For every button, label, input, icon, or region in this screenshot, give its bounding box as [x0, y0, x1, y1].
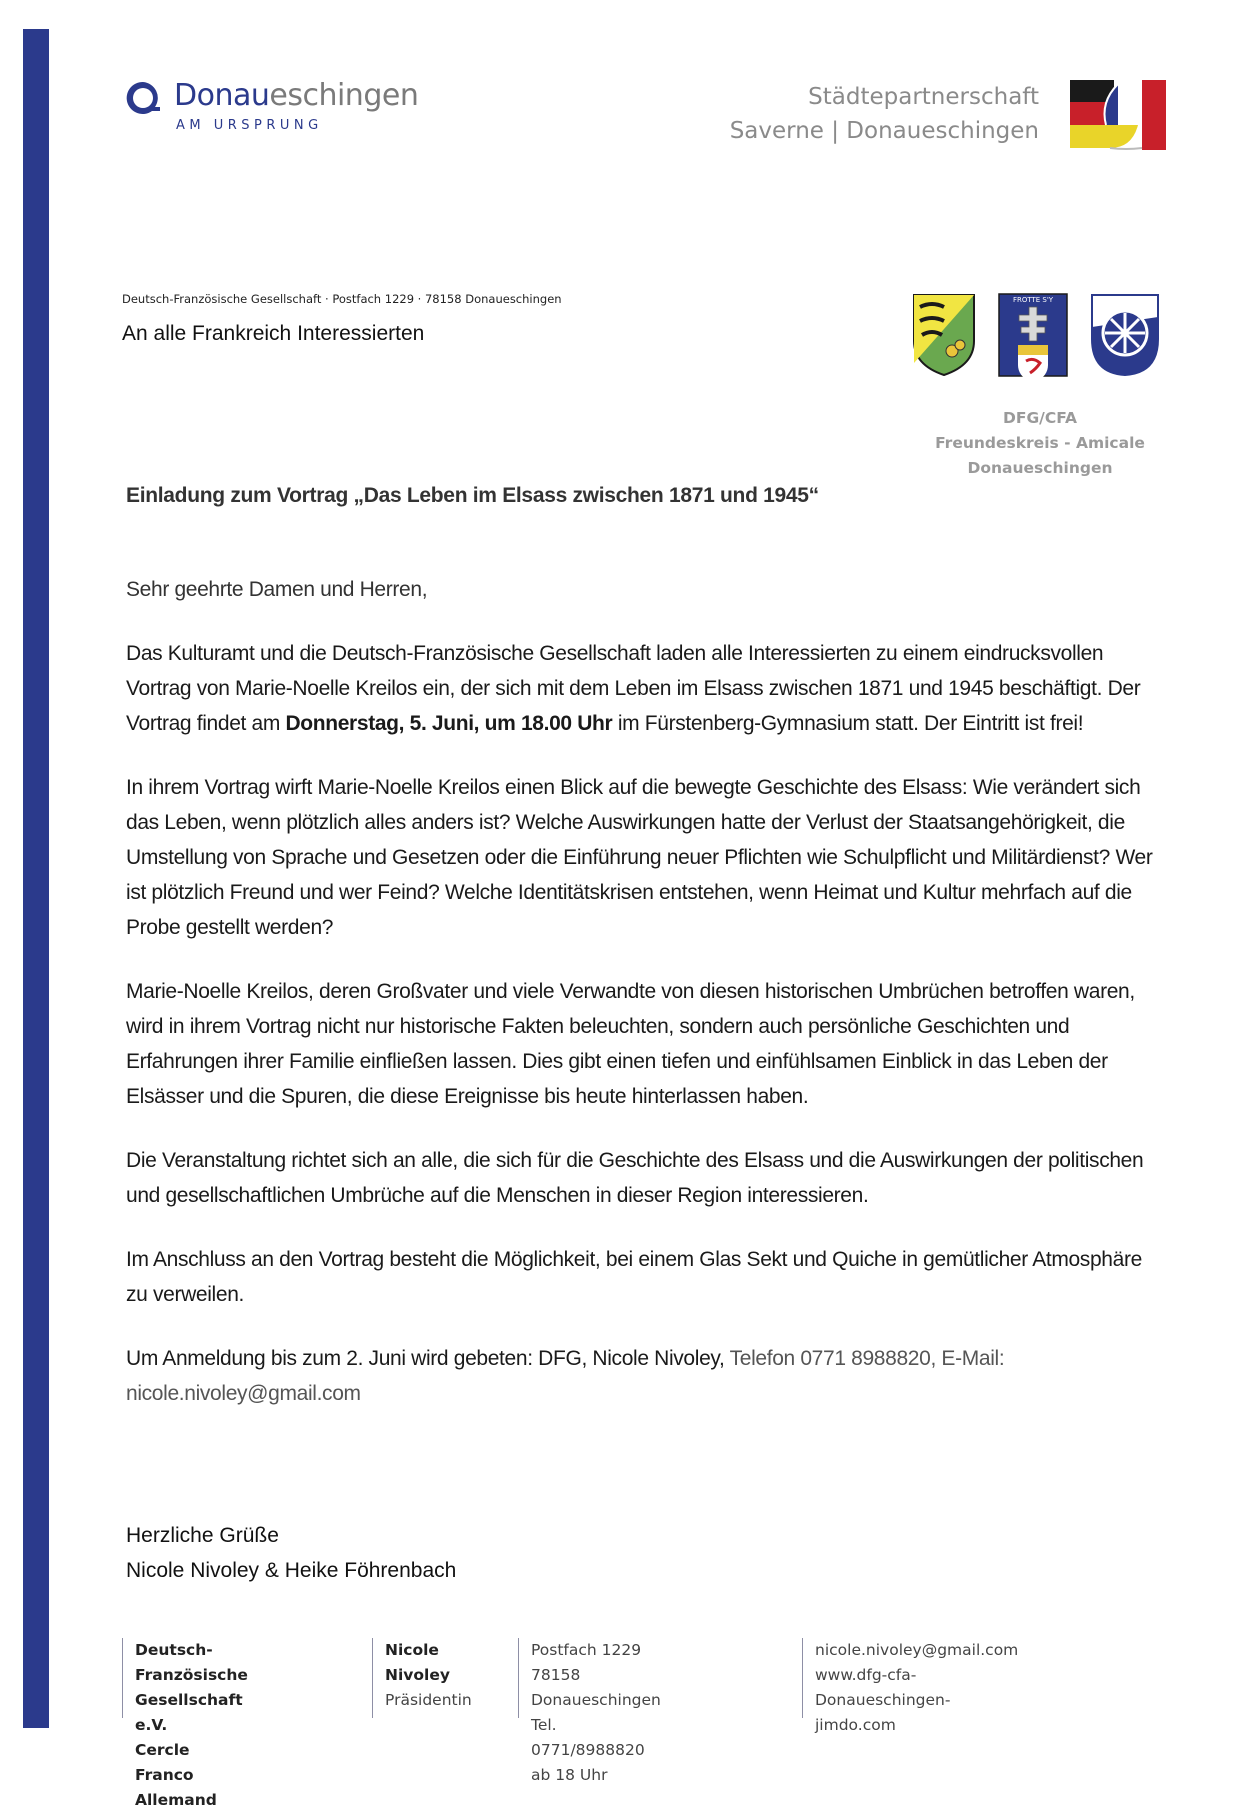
signatories: Nicole Nivoley & Heike Föhrenbach [126, 1559, 457, 1582]
paragraph-topic: In ihrem Vortrag wirft Marie-Noelle Kreilos einen Blick auf die bewegte Geschichte des Elsass: Wie verändert sich das Leben, wenn plötzlich alles anders ist? Welche Auswirkungen hatte der Verlust der Staatsangehörigkeit, die Umstellung von Sprache und Gesetzen oder die Einführung neuer Pflichten wie Schulpflicht und Militärdienst? Wer ist plötzlich Freund und wer Feind? Welche Identitätskrisen entstehen, wenn Heimat und Kultur mehrfach auf die Probe gestellt werden? [126, 776, 1153, 939]
partnership-title [730, 80, 1039, 148]
registration-email-link[interactable]: nicole.nivoley@gmail.com [126, 1382, 361, 1405]
footer-org-line: Gesellschaft e.V. [135, 1691, 243, 1734]
crest-saverne-icon [998, 293, 1068, 385]
left-accent-bar [23, 29, 49, 1728]
wordmark-primary: Donau [174, 78, 270, 113]
recipient-line: An alle Frankreich Interessierten [122, 322, 425, 345]
letter-closing [126, 1518, 456, 1588]
footer-address-line: Postfach 1229 [531, 1641, 642, 1659]
letter-body [126, 572, 1166, 1440]
logo-tagline: AM URSPRUNG [176, 118, 323, 133]
svg-text:FROTTE S'Y: FROTTE S'Y [1012, 296, 1054, 304]
paragraph-speaker: Marie-Noelle Kreilos, deren Großvater und viele Verwandte von diesen historischen Umbrüchen betroffen waren, wird in ihrem Vortrag nicht nur historische Fakten beleuchten, sondern auch persönliche Geschichten und Erfahrungen ihrer Familie einfließen lassen. Dies gibt einen tiefen und einfühlsamen Einblick in das Leben der Elsässer und die Spuren, die diese Ereignisse bis heute hinterlassen haben. [126, 980, 1135, 1108]
logo-wordmark [174, 78, 418, 114]
club-name-line2: Freundeskreis - Amicale [935, 434, 1145, 452]
letter-subject: Einladung zum Vortrag „Das Leben im Elsass zwischen 1871 und 1945“ [126, 484, 819, 507]
paragraph-invitation [126, 636, 1166, 741]
footer-org-line: Cercle Franco Allemand [135, 1741, 217, 1809]
partnership-line2: Saverne | Donaueschingen [729, 118, 1039, 144]
crest-stag-antlers-icon [912, 293, 976, 377]
sender-return-address: Deutsch-Französische Gesellschaft · Postfach 1229 · 78158 Donaueschingen [122, 292, 562, 306]
footer-phone: Tel. 0771/8988820 ab 18 Uhr [531, 1716, 645, 1784]
salutation: Sehr geehrte Damen und Herren, [126, 578, 428, 601]
footer-person-name: Nicole Nivoley [385, 1641, 450, 1684]
wordmark-secondary: eschingen [269, 78, 419, 113]
footer-organization [122, 1638, 248, 1809]
crests-group [912, 293, 1172, 383]
footer-online [802, 1638, 1019, 1734]
closing-greeting: Herzliche Grüße [126, 1524, 279, 1547]
footer-address [518, 1638, 661, 1784]
paragraph-audience: Die Veranstaltung richtet sich an alle, die sich für die Geschichte des Elsass und die Auswirkungen der politischen und gesellschaftlichen Umbrüche auf die Menschen in dieser Region interessieren. [126, 1149, 1144, 1207]
registration-text: Um Anmeldung bis zum 2. Juni wird gebeten: DFG, Nicole Nivoley, [126, 1347, 730, 1370]
footer-person-role: Präsidentin [385, 1691, 472, 1709]
footer-email-link[interactable]: nicole.nivoley@gmail.com [815, 1641, 1019, 1659]
club-name-block [900, 406, 1180, 481]
de-fr-partnership-flag-icon [1070, 80, 1166, 150]
paragraph-reception: Im Anschluss an den Vortrag besteht die Möglichkeit, bei einem Glas Sekt und Quiche in gemütlicher Atmosphäre zu verweilen. [126, 1248, 1142, 1306]
donaueschingen-logo [122, 78, 419, 140]
club-name-line1: DFG/CFA [1002, 409, 1078, 427]
partnership-line1: Städtepartnerschaft [808, 84, 1039, 110]
p1-text: Das Kulturamt und die Deutsch-Französische Gesellschaft laden alle Interessierten zu einem eindrucksvollen Vortrag von Marie-Noelle Kreilos ein, der sich mit dem Leben im Elsass zwischen 1871 und 1945 beschäftigt. Der Vortrag findet am [126, 642, 1141, 735]
footer-contact-person [372, 1638, 472, 1718]
footer-website-link[interactable]: www.dfg-cfa-Donaueschingen-jimdo.com [815, 1666, 951, 1734]
footer-address-line: 78158 Donaueschingen [531, 1666, 661, 1709]
donaueschingen-q-icon [122, 78, 164, 120]
footer-org-line: Deutsch-Französische [135, 1641, 248, 1684]
event-date-time: Donnerstag, 5. Juni, um 18.00 Uhr [285, 712, 613, 735]
paragraph-registration [126, 1341, 1166, 1411]
registration-phone: Telefon 0771 8988820, E-Mail: [729, 1347, 1005, 1370]
crest-wheel-icon [1090, 293, 1160, 377]
club-name-line3: Donaueschingen [967, 459, 1113, 477]
p1-text-end: im Fürstenberg-Gymnasium statt. Der Eintritt ist frei! [612, 712, 1084, 735]
